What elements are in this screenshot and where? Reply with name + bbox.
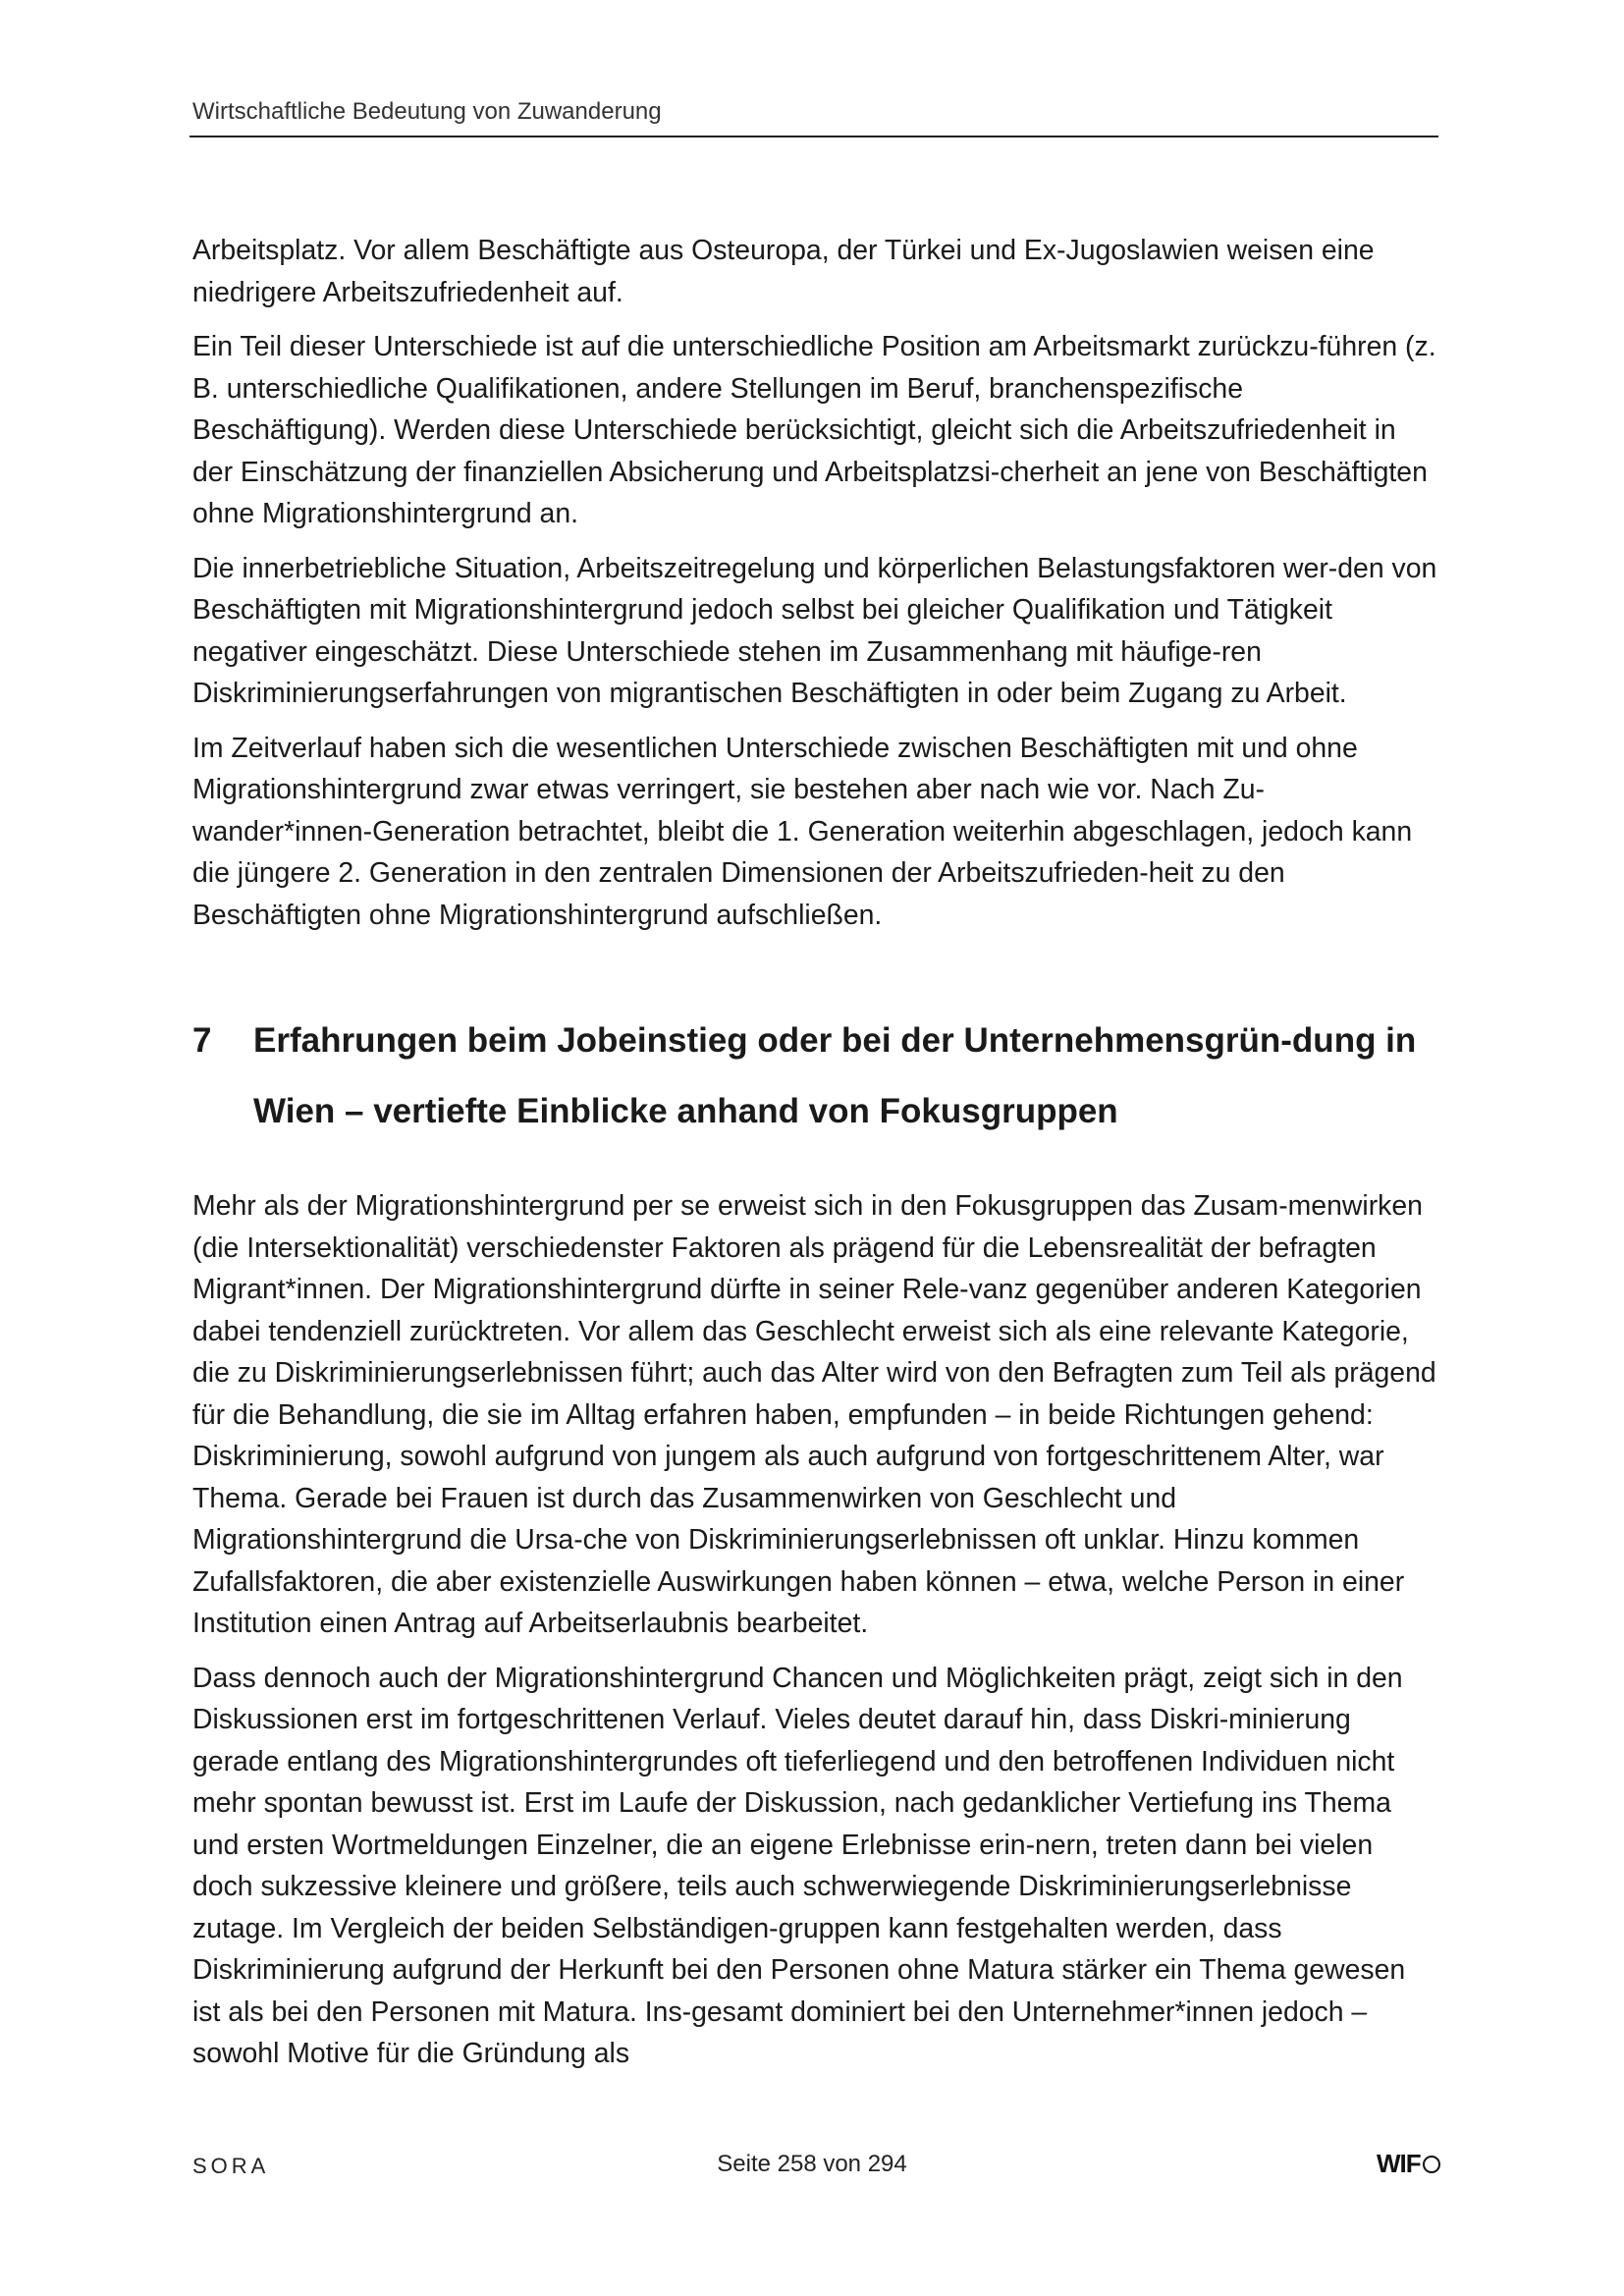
header-divider — [189, 136, 1438, 137]
paragraph: Mehr als der Migrationshintergrund per se erweist sich in den Fokusgruppen das Zusam-menwirken (die Intersektionalität) verschiedenster Faktoren als prägend für die Lebensrealität der befragten Migrant*innen. Der Migrationshintergrund dürfte in seiner Rele-vanz gegenüber anderen Kategorien dabei tendenziell zurücktreten. Vor allem das Geschlecht erweist sich als eine relevante Kategorie, die zu Diskriminierungserlebnissen führt; auch das Alter wird von den Befragten zum Teil als prägend für die Behandlung, die sie im Alltag erfahren haben, empfunden – in beide Richtungen gehend: Diskriminierung, sowohl aufgrund von jungem als auch aufgrund von fortgeschrittenem Alter, war Thema. Gerade bei Frauen ist durch das Zusammenwirken von Geschlecht und Migrationshintergrund die Ursa-che von Diskriminierungserlebnissen oft unklar. Hinzu kommen Zufallsfaktoren, die aber existenzielle Auswirkungen haben können – etwa, welche Person in einer Institution einen Antrag auf Arbeitserlaubnis bearbeitet. — [192, 1190, 1436, 1639]
paragraph: Ein Teil dieser Unterschiede ist auf die unterschiedliche Position am Arbeitsmarkt zurückzu-führen (z. B. unterschiedliche Qualifikationen, andere Stellungen im Beruf, branchenspezifische Beschäftigung). Werden diese Unterschiede berücksichtigt, gleicht sich die Arbeitszufriedenheit in der Einschätzung der finanziellen Absicherung und Arbeitsplatzsi-cherheit an jene von Beschäftigten ohne Migrationshintergrund an. — [192, 331, 1436, 529]
paragraph: Im Zeitverlauf haben sich die wesentlichen Unterschiede zwischen Beschäftigten mit und ohne Migrationshintergrund zwar etwas verringert, sie bestehen aber nach wie vor. Nach Zu-wander*innen-Generation betrachtet, bleibt die 1. Generation weiterhin abgeschlagen, jedoch kann die jüngere 2. Generation in den zentralen Dimensionen der Arbeitszufrieden-heit zu den Beschäftigten ohne Migrationshintergrund aufschließen. — [192, 732, 1413, 931]
footer-sora-logo: SORA — [192, 2154, 270, 2178]
wifo-logo-letters: WIF — [1377, 2149, 1421, 2178]
paragraph: Dass dennoch auch der Migrationshintergrund Chancen und Möglichkeiten prägt, zeigt sich in den Diskussionen erst im fortgeschrittenen Verlauf. Vieles deutet darauf hin, dass Diskri-minierung gerade entlang des Migrationshintergrundes oft tieferliegend und den betroffenen Individuen nicht mehr spontan bewusst ist. Erst im Laufe der Diskussion, nach gedanklicher Vertiefung ins Thema und ersten Wortmeldungen Einzelner, die an eigene Erlebnisse erin-nern, treten dann bei vielen doch sukzessive kleinere und größere, teils auch schwerwiegende Diskriminierungserlebnisse zutage. Im Vergleich der beiden Selbständigen-gruppen kann festgehalten werden, dass Diskriminierung aufgrund der Herkunft bei den Personen ohne Matura stärker ein Thema gewesen ist als bei den Personen mit Matura. Ins-gesamt dominiert bei den Unternehmer*innen jedoch – sowohl Motive für die Gründung als — [192, 1662, 1406, 2069]
paragraph: Arbeitsplatz. Vor allem Beschäftigte aus Osteuropa, der Türkei und Ex-Jugoslawien weisen eine niedrigere Arbeitszufriedenheit auf. — [192, 235, 1375, 308]
page-number: Seite 258 von 294 — [717, 2151, 907, 2177]
body-text-bottom — [192, 1185, 1439, 2075]
footer-wifo-logo — [1377, 2149, 1440, 2179]
wifo-logo-o-icon — [1423, 2156, 1440, 2173]
section-number: 7 — [192, 1021, 212, 1060]
body-text-top — [192, 230, 1439, 936]
running-header: Wirtschaftliche Bedeutung von Zuwanderung — [192, 98, 662, 125]
section-heading — [192, 1006, 1439, 1147]
section-title: Erfahrungen beim Jobeinstieg oder bei der Unternehmensgrün-dung in Wien – vertiefte Einblicke anhand von Fokusgruppen — [253, 1021, 1417, 1130]
paragraph: Die innerbetriebliche Situation, Arbeitszeitregelung und körperlichen Belastungsfaktoren wer-den von Beschäftigten mit Migrationshintergrund jedoch selbst bei gleicher Qualifikation und Tätigkeit negativer eingeschätzt. Diese Unterschiede stehen im Zusammenhang mit häufige-ren Diskriminierungserfahrungen von migrantischen Beschäftigten in oder beim Zugang zu Arbeit. — [192, 552, 1437, 709]
